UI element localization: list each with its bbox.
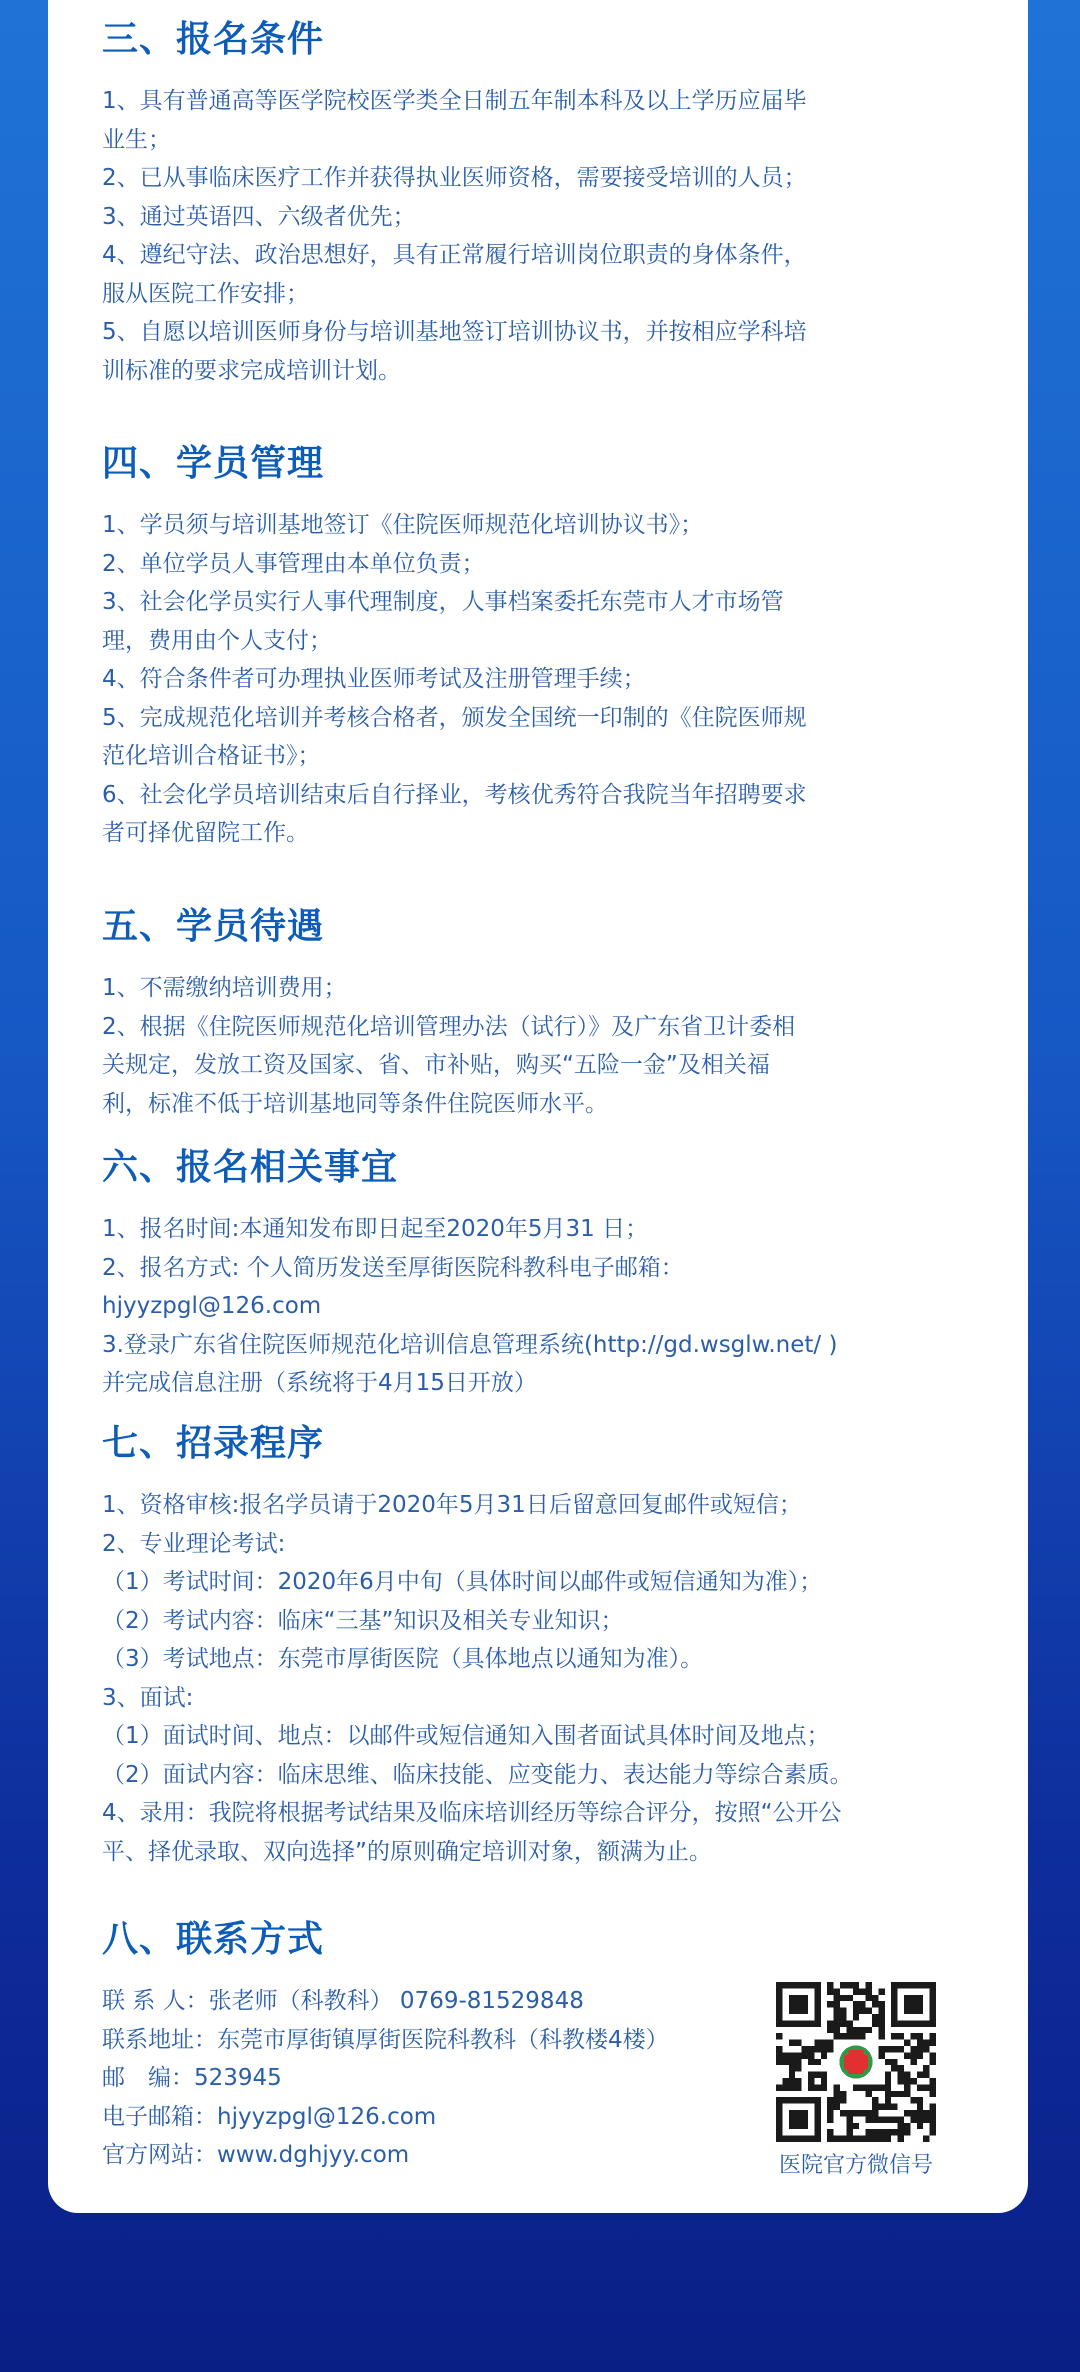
text-line: 1、不需缴纳培训费用； [102, 975, 347, 1001]
text-line: 5、完成规范化培训并考核合格者，颁发全国统一印制的《住院医师规 [102, 704, 807, 731]
section-title: 七、招录程序 [102, 1423, 325, 1464]
text-line: 并完成信息注册（系统将于4月15日开放） [102, 1370, 537, 1396]
text-line: 1、学员须与培训基地签订《住院医师规范化培训协议书》； [102, 512, 704, 538]
text-line: 利，标准不低于培训基地同等条件住院医师水平。 [102, 1090, 608, 1117]
text-line: 4、符合条件者可办理执业医师考试及注册管理手续； [102, 666, 646, 692]
section-registration [102, 1146, 1018, 1403]
section-title: 六、报名相关事宜 [102, 1147, 399, 1188]
text-line: 3.登录广东省住院医师规范化培训信息管理系统(http://gd.wsglw.net/ ) [102, 1331, 838, 1358]
section-eligibility [102, 18, 1018, 390]
contact-postcode: 邮 编：523945 [102, 2065, 282, 2091]
text-line: 2、已从事临床医疗工作并获得执业医师资格，需要接受培训的人员； [102, 165, 807, 191]
text-line: 6、社会化学员培训结束后自行择业，考核优秀符合我院当年招聘要求 [102, 781, 807, 808]
text-line: 1、报名时间:本通知发布即日起至2020年5月31 日； [102, 1216, 649, 1242]
section-contact [102, 1918, 750, 2175]
text-line: 业生； [102, 126, 171, 153]
contact-person: 联 系 人：张老师（科教科） 0769-81529848 [102, 1988, 584, 2014]
qr-code-icon [776, 1982, 936, 2142]
text-line: 5、自愿以培训医师身份与培训基地签订培训协议书，并按相应学科培 [102, 319, 807, 345]
text-line: 3、社会化学员实行人事代理制度，人事档案委托东莞市人才市场管 [102, 589, 784, 615]
email-text: hjyyzpgl@126.com [102, 1293, 322, 1319]
text-line: 服从医院工作安排； [102, 280, 309, 307]
text-line: （2）考试内容：临床“三基”知识及相关专业知识； [102, 1607, 624, 1634]
text-line: 2、报名方式: 个人简历发送至厚街医院科教科电子邮箱： [102, 1254, 684, 1281]
text-line: （1）面试时间、地点：以邮件或短信通知入围者面试具体时间及地点； [102, 1723, 830, 1749]
text-line: 4、遵纪守法、政治思想好，具有正常履行培训岗位职责的身体条件， [102, 242, 807, 268]
contact-email[interactable]: 电子邮箱：hjyyzpgl@126.com [102, 2103, 437, 2130]
text-line: （2）面试内容：临床思维、临床技能、应变能力、表达能力等综合素质。 [102, 1761, 853, 1788]
text-line: 4、录用：我院将根据考试结果及临床培训经历等综合评分，按照“公开公 [102, 1800, 842, 1826]
text-line: 平、择优录取、双向选择”的原则确定培训对象，额满为止。 [102, 1838, 712, 1865]
text-line: 理，费用由个人支付； [102, 627, 332, 654]
text-line: 训标准的要求完成培训计划。 [102, 357, 401, 384]
section-title: 五、学员待遇 [102, 906, 325, 947]
qr-block [770, 1982, 942, 2180]
text-line: 3、面试: [102, 1684, 194, 1711]
contact-website[interactable]: 官方网站：www.dghjyy.com [102, 2142, 410, 2168]
section-admission-procedure [102, 1422, 1018, 1871]
text-line: 者可择优留院工作。 [102, 820, 309, 846]
section-title: 三、报名条件 [102, 19, 325, 60]
qr-caption: 医院官方微信号 [778, 2153, 933, 2178]
text-line: （3）考试地点：东莞市厚街医院（具体地点以通知为准）。 [102, 1646, 704, 1672]
text-line: 3、通过英语四、六级者优先； [102, 203, 416, 230]
section-student-benefits [102, 905, 1018, 1123]
text-line: 2、根据《住院医师规范化培训管理办法（试行）》及广东省卫计委相 [102, 1013, 796, 1040]
text-line: （1）考试时间：2020年6月中旬（具体时间以邮件或短信通知为准）； [102, 1569, 823, 1595]
text-line: 范化培训合格证书》； [102, 743, 321, 769]
section-student-management [102, 442, 1018, 853]
section-title: 四、学员管理 [102, 443, 325, 484]
text-line: 2、单位学员人事管理由本单位负责； [102, 550, 485, 577]
section-title: 八、联系方式 [102, 1919, 325, 1960]
text-line: 1、具有普通高等医学院校医学类全日制五年制本科及以上学历应届毕 [102, 88, 807, 114]
text-line: 2、专业理论考试: [102, 1530, 286, 1557]
text-line: 1、资格审核:报名学员请于2020年5月31日后留意回复邮件或短信； [102, 1492, 802, 1518]
contact-address: 联系地址：东莞市厚街镇厚街医院科教科（科教楼4楼） [102, 2026, 669, 2053]
text-line: 关规定，发放工资及国家、省、市补贴，购买“五险一金”及相关福 [102, 1052, 770, 1078]
